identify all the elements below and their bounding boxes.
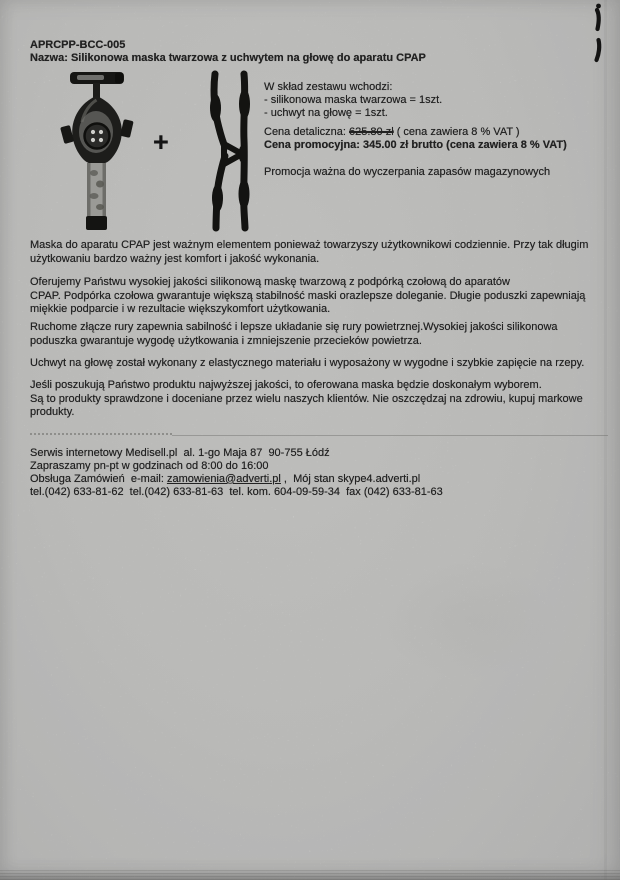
- body-paragraph: [30, 379, 583, 420]
- paragraph-line: Uchwyt na głowę został wykonany z elastycznego materiału i wyposażony w wygodne i szybkie zapięcie na rzepy.: [30, 357, 585, 369]
- paragraph-line: produkty.: [30, 406, 75, 418]
- promo-price-line: Cena promocyjna: 345.00 zł brutto (cena zawiera 8 % VAT): [264, 139, 567, 151]
- email-address: zamowienia@adverti.pl: [166, 472, 281, 485]
- body-paragraph: [30, 239, 588, 266]
- footer-line-phones: tel.(042) 633-81-62 tel.(042) 633-81-63 tel. kom. 604-09-59-34 fax (042) 633-81-63: [30, 485, 443, 498]
- paragraph-line: miękkie podparcie i w rezultacie większykomfort użytkowania.: [30, 303, 331, 315]
- paragraph-line: Są to produkty sprawdzone i doceniane przez wielu naszych klientów. Nie oszczędzaj na zdrowiu, kupuj markowe: [30, 392, 583, 405]
- footer-line-service: Serwis internetowy Medisell.pl al. 1-go Maja 87 90-755 Łódź: [30, 447, 330, 459]
- retail-price-label: Cena detaliczna:: [264, 126, 349, 138]
- headgear-strap-image: [202, 70, 256, 237]
- cpap-mask-image: [60, 70, 134, 237]
- retail-price-vat-note: ( cena zawiera 8 % VAT ): [393, 126, 520, 138]
- divider-line: [30, 433, 608, 437]
- paragraph-line: użytkowaniu bardzo ważny jest komfort i jakość wykonania.: [30, 252, 320, 265]
- footer-line-contact: [30, 473, 443, 486]
- footer-contact-prefix: Obsługa Zamówień e-mail:: [30, 472, 167, 485]
- footer-contact-suffix: , Mój stan skype4.adverti.pl: [280, 472, 421, 485]
- retail-price-value: 625.80 zł: [349, 126, 394, 138]
- product-code: APRCPP-BCC-005: [30, 39, 126, 51]
- footer-line-hours: Zapraszamy pn-pt w godzinach od 8:00 do 16:00: [30, 459, 269, 472]
- paragraph-line: Oferujemy Państwu wysokiej jakości silikonową maskę twarzową z podpórką czołową do aparatów: [30, 276, 510, 288]
- scan-edge-streak: [604, 0, 607, 880]
- pen-marks-icon: [586, 2, 612, 64]
- divider-faint-segment: [172, 435, 608, 436]
- kit-contents-item: - uchwyt na głowę = 1szt.: [264, 107, 388, 119]
- scan-blotch: [380, 560, 560, 680]
- body-paragraph: [30, 276, 585, 317]
- paragraph-line: Ruchome złącze rury zapewnia sabilność i lepsze układanie się rury powietrznej.Wysokiej jakości silikonowa: [30, 321, 558, 333]
- plus-icon: +: [153, 127, 169, 157]
- divider-dotted-segment: [30, 433, 172, 435]
- offer-info-block: [264, 81, 567, 179]
- paragraph-line: poduszka gwarantuje wygodę użytkowania i zmniejszenie przecieków powietrza.: [30, 334, 422, 347]
- paragraph-line: Jeśli poszukują Państwo produktu najwyższej jakości, to oferowana maska będzie doskonałym wyborem.: [30, 379, 542, 391]
- product-name: Nazwa: Silikonowa maska twarzowa z uchwytem na głowę do aparatu CPAP: [30, 52, 426, 64]
- paragraph-line: Maska do aparatu CPAP jest ważnym elementem ponieważ towarzyszy użytkownikowi codziennie. Przy tak długim: [30, 239, 589, 251]
- contact-footer: [30, 447, 443, 499]
- kit-contents-item: - silikonowa maska twarzowa = 1szt.: [264, 94, 443, 106]
- body-paragraph: [30, 321, 558, 348]
- retail-price-line: [264, 126, 567, 139]
- paragraph-line: CPAP. Podpórka czołowa gwarantuje większą stabilność maski orazlepsze doleganie. Długie poduszki zapewniają: [30, 289, 586, 302]
- bottom-scan-edge: [0, 870, 620, 880]
- kit-contents-title: W skład zestawu wchodzi:: [264, 81, 393, 93]
- body-paragraph: [30, 357, 584, 371]
- promo-validity-note: Promocja ważna do wyczerpania zapasów magazynowych: [264, 166, 551, 178]
